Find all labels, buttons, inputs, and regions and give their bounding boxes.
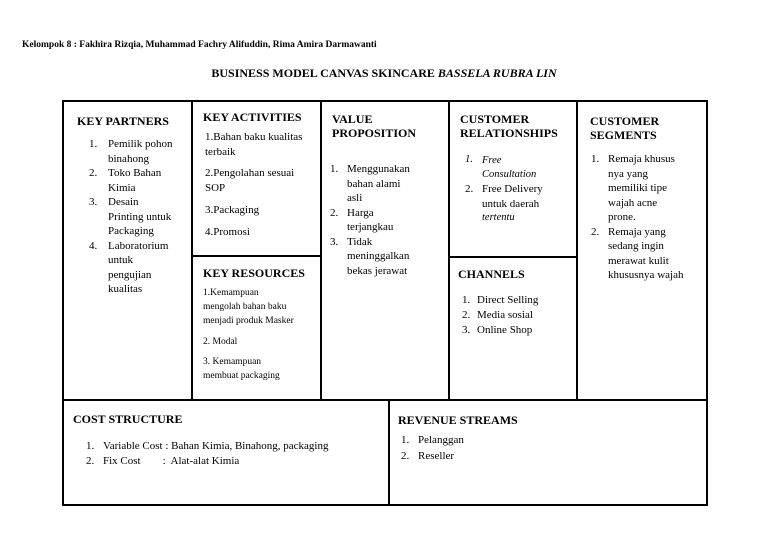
- channels-item: 3. Online Shop: [462, 324, 533, 336]
- key-activities-item-2: 2.Pengolahan sesuai SOP: [205, 167, 295, 194]
- key-resources-box: [191, 255, 322, 401]
- customer-segments-item: 2. Remaja yang sedang ingin merawat kulit khususnya wajah: [591, 225, 684, 281]
- value-proposition-item: 3. Tidak meninggalkan bekas jerawat: [330, 235, 410, 277]
- value-proposition-heading: VALUE PROPOSITION: [332, 112, 417, 140]
- key-resources-item-2: 2. Modal: [203, 337, 238, 347]
- key-partners-heading: KEY PARTNERS: [77, 114, 169, 128]
- cr-item-2: 2. Free Delivery untuk daerah tertentu: [465, 183, 543, 223]
- key-partners-box: [62, 100, 193, 401]
- key-resources-heading: KEY RESOURCES: [203, 266, 305, 280]
- key-partners-item: 4. Laboratorium untuk pengujian kualitas: [89, 239, 169, 295]
- key-activities-item-1: 1.Bahan baku kualitas terbaik: [205, 131, 303, 158]
- revenue-streams-item: 2. Reseller: [401, 450, 455, 462]
- cost-structure-box: [62, 399, 390, 506]
- page-title: BUSINESS MODEL CANVAS SKINCARE BASSELA RUBRA LIN: [211, 66, 557, 80]
- revenue-streams-list: [401, 432, 701, 464]
- cr-item-1: 1. Free Consultation: [465, 154, 537, 180]
- cost-structure-heading: COST STRUCTURE: [73, 412, 183, 426]
- channels-item: 2. Media sosial: [462, 309, 533, 321]
- customer-relationships-box: [448, 100, 578, 258]
- customer-relationships-heading: CUSTOMER RELATIONSHIPS: [460, 112, 558, 140]
- key-activities-item-4: 4.Promosi: [205, 226, 250, 238]
- channels-list: [462, 293, 577, 338]
- value-proposition-item: 1. Menggunakan bahan alami asli: [330, 163, 410, 204]
- channels-item: 1. Direct Selling: [462, 294, 539, 306]
- value-proposition-item: 2. Harga terjangkau: [330, 206, 394, 233]
- customer-segments-item: 1. Remaja khusus nya yang memiliki tipe wajah acne prone.: [591, 153, 675, 223]
- key-partners-item: 3. Desain Printing untuk Packaging: [89, 196, 172, 237]
- value-proposition-list: [330, 162, 450, 278]
- channels-box: [448, 256, 578, 401]
- key-partners-item: 1. Pemilik pohon binahong: [89, 138, 173, 165]
- revenue-streams-box: [388, 399, 708, 506]
- customer-segments-box: [576, 100, 708, 401]
- revenue-streams-heading: REVENUE STREAMS: [398, 413, 518, 427]
- key-partners-item: 2. Toko Bahan Kimia: [89, 167, 162, 194]
- channels-heading: CHANNELS: [458, 267, 525, 281]
- key-activities-item-3: 3.Packaging: [205, 204, 260, 216]
- cost-structure-item: 2. Fix Cost : Alat-alat Kimia: [86, 455, 240, 467]
- key-partners-list: [89, 137, 189, 297]
- key-resources-item-1: 1.Kemampuan mengolah bahan baku menjadi produk Masker: [203, 288, 294, 326]
- key-resources-item-3: 3. Kemampuan membuat packaging: [203, 357, 280, 381]
- customer-segments-heading: CUSTOMER SEGMENTS: [590, 114, 660, 142]
- value-proposition-box: [320, 100, 450, 401]
- cost-structure-item: 1. Variable Cost : Bahan Kimia, Binahong, packaging: [86, 440, 329, 452]
- key-activities-heading: KEY ACTIVITIES: [203, 110, 302, 124]
- cost-structure-list: [86, 439, 386, 469]
- key-activities-box: [191, 100, 322, 257]
- authors-line: Kelompok 8 : Fakhira Rizqia, Muhammad Fachry Alifuddin, Rima Amira Darmawanti: [22, 40, 377, 50]
- revenue-streams-item: 1. Pelanggan: [401, 434, 464, 446]
- customer-segments-list: [591, 152, 709, 283]
